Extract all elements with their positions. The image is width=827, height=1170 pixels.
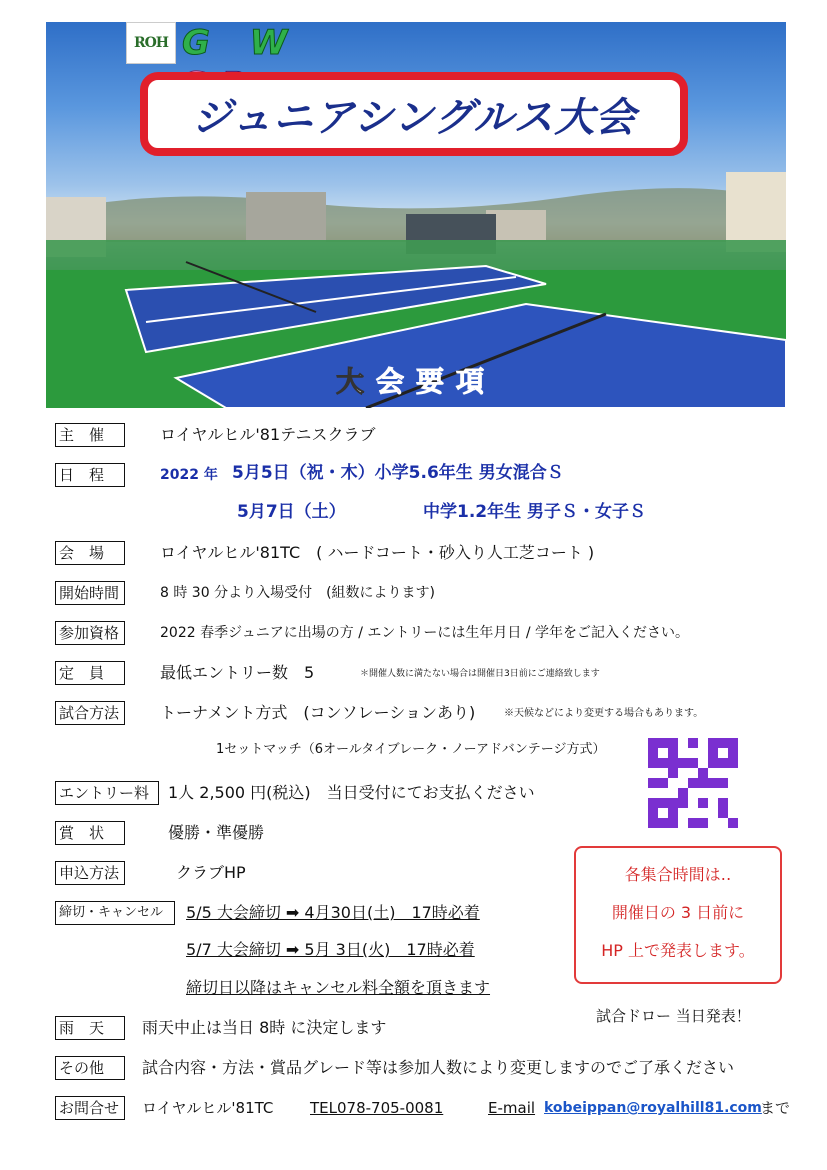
deadline-line2: 5/7 大会締切 ➡ 5月 3日(火) 17時必着 xyxy=(186,940,475,959)
format-value: トーナメント方式 (コンソレーションあり) xyxy=(160,703,476,722)
organizer-label: 主 催 xyxy=(55,423,125,447)
schedule-day2-date: 5月7日（土） xyxy=(237,502,346,522)
contact-suffix: まで xyxy=(760,1099,791,1117)
callout-line2: 開催日の 3 日前に xyxy=(611,903,745,922)
capacity-label: 定 員 xyxy=(55,661,125,685)
other-label: その他 xyxy=(55,1056,125,1080)
qr-code[interactable] xyxy=(648,738,738,828)
other-value: 試合内容・方法・賞品グレード等は参加人数により変更しますのでご了承ください xyxy=(142,1058,735,1077)
schedule-day1: 5月5日（祝・木）小学5.6年生 男女混合Ｓ xyxy=(232,463,564,483)
prize-value: 優勝・準優勝 xyxy=(168,823,265,842)
rain-value: 雨天中止は当日 8時 に決定します xyxy=(142,1018,387,1037)
eligibility-value: 2022 春季ジュニアに出場の方 / エントリーには生年月日 / 学年をご記入ください。 xyxy=(160,625,690,641)
capacity-value: 最低エントリー数 5 xyxy=(160,663,315,682)
format-note: ※天候などにより変更する場合もあります。 xyxy=(504,708,704,719)
gw-sp-heading xyxy=(182,22,352,64)
match-format: 1セットマッチ（6オールタイブレーク・ノーアドバンテージ方式） xyxy=(216,742,606,757)
capacity-note: ＊開催人数に満たない場合は開催日3日前にご連絡致します xyxy=(360,669,600,679)
contact-club: ロイヤルヒル'81TC xyxy=(142,1099,274,1117)
page-title: ジュニアシングルス大会 xyxy=(191,94,637,141)
section-heading xyxy=(336,362,536,402)
heading-char-3: 要 xyxy=(416,365,457,398)
fee-label: エントリー料 xyxy=(55,781,159,805)
fee-value: 1人 2,500 円(税込) 当日受付にてお支払ください xyxy=(168,783,535,802)
venue-label: 会 場 xyxy=(55,541,125,565)
gw-letters: G W xyxy=(182,23,302,63)
format-label: 試合方法 xyxy=(55,701,125,725)
heading-char-2: 会 xyxy=(376,365,417,398)
deadline-label: 締切・キャンセル xyxy=(55,901,175,925)
title-frame xyxy=(140,72,688,156)
schedule-day2-desc: 中学1.2年生 男子Ｓ・女子Ｓ xyxy=(423,502,647,522)
start-time-value: 8 時 30 分より入場受付 (組数によります) xyxy=(160,585,435,601)
callout-line1: 各集合時間は‥ xyxy=(624,865,732,884)
schedule-year: 2022 年 xyxy=(160,467,218,483)
callout-line3: HP 上で発表します。 xyxy=(601,941,755,960)
contact-label: お問合せ xyxy=(55,1096,125,1120)
contact-email-label: E-mail xyxy=(488,1099,536,1117)
deadline-line3: 締切日以降はキャンセル料全額を頂きます xyxy=(186,978,491,997)
club-logo-text: ROH xyxy=(133,35,169,51)
eligibility-label: 参加資格 xyxy=(55,621,125,645)
callout-box xyxy=(574,846,782,984)
deadline-line1: 5/5 大会締切 ➡ 4月30日(土) 17時必着 xyxy=(186,903,480,922)
contact-email-link[interactable]: kobeippan@royalhill81.com xyxy=(544,1100,762,1116)
heading-char-1: 大 xyxy=(336,365,377,398)
organizer-value: ロイヤルヒル'81テニスクラブ xyxy=(160,425,376,444)
draw-note: 試合ドロー 当日発表！ xyxy=(596,1007,751,1025)
rain-label: 雨 天 xyxy=(55,1016,125,1040)
contact-tel: TEL078-705-0081 xyxy=(310,1099,444,1117)
apply-value: クラブHP xyxy=(176,863,246,882)
venue-value: ロイヤルヒル'81TC ( ハードコート・砂入り人工芝コート ) xyxy=(160,543,595,562)
start-time-label: 開始時間 xyxy=(55,581,125,605)
heading-char-4: 項 xyxy=(456,365,497,398)
apply-label: 申込方法 xyxy=(55,861,125,885)
prize-label: 賞 状 xyxy=(55,821,125,845)
club-logo xyxy=(126,22,176,64)
schedule-label: 日 程 xyxy=(55,463,125,487)
